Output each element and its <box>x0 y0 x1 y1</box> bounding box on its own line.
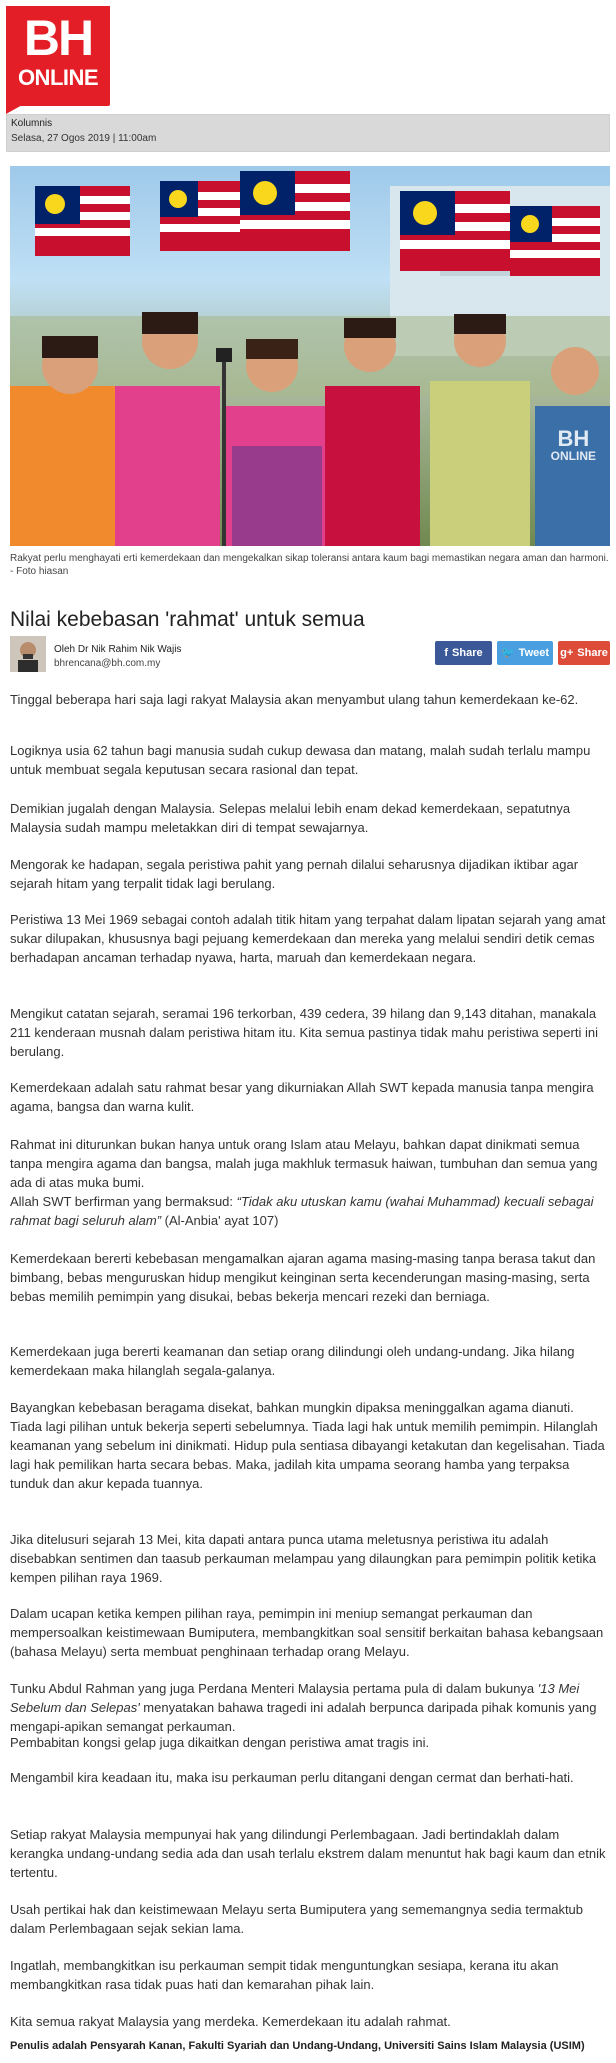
book-intro: Tunku Abdul Rahman yang juga Perdana Menteri Malaysia pertama pula di dalam bukunya <box>10 1681 538 1696</box>
logo-tail-decoration <box>6 104 24 114</box>
quote-intro: Allah SWT berfirman yang bermaksud: <box>10 1194 237 1209</box>
paragraph: Pembabitan kongsi gelap juga dikaitkan dengan peristiwa amat tragis ini. <box>10 1735 430 1750</box>
quote-text: “Tidak aku utuskan kamu (wahai Muhammad) kecuali sebagai rahmat bagi seluruh alam” <box>10 1194 594 1228</box>
author-avatar <box>10 636 46 672</box>
facebook-share-button[interactable] <box>435 641 492 665</box>
paragraph: Usah pertikai hak dan keistimewaan Melayu serta Bumiputera yang sememangnya sedia termaktub dalam Perlembagaan sejak sekian lama. <box>10 1902 584 1936</box>
google-plus-icon: g+ <box>560 647 574 659</box>
paragraph: Mengambil kira keadaan itu, maka isu perkauman perlu ditangani dengan cermat dan berhati-hati. <box>10 1770 574 1785</box>
twitter-share-label: Tweet <box>518 647 550 659</box>
paragraph: Mengorak ke hadapan, segala peristiwa pahit yang pernah dilalui seharusnya dijadikan iktibar agar sejarah hitam yang terpalit tidak lagi berulang. <box>10 857 579 891</box>
paragraph: Kemerdekaan adalah satu rahmat besar yang dikurniakan Allah SWT kepada manusia tanpa mengira agama, bangsa dan warna kulit. <box>10 1080 594 1114</box>
paragraph: Logiknya usia 62 tahun bagi manusia sudah cukup dewasa dan matang, malah sudah terlalu mampu untuk membuat segala keputusan secara rasional dan tepat. <box>10 743 591 777</box>
publish-datetime: Selasa, 27 Ogos 2019 | 11:00am <box>11 133 157 144</box>
paragraph: Tinggal beberapa hari saja lagi rakyat Malaysia akan menyambut ulang tahun kemerdekaan ke-62. <box>10 692 579 707</box>
paragraph: Kemerdekaan bererti kebebasan mengamalkan ajaran agama masing-masing tanpa berasa takut dan bimbang, bebas menguruskan hidup mengikut keinginan serta kecenderungan masing-masing, serta bebas memilih pemimpin yang disukai, bebas bekerja mencari rezeki dan berniaga. <box>10 1251 596 1304</box>
paragraph: Rahmat ini diturunkan bukan hanya untuk orang Islam atau Melayu, bahkan dapat dinikmati semua tanpa mengira agama dan bangsa, malah juga makhluk termasuk haiwan, tumbuhan dan semua yang ada di atas muka bumi. <box>10 1137 598 1190</box>
google-plus-share-button[interactable] <box>558 641 610 665</box>
author-email[interactable]: bhrencana@bh.com.my <box>54 658 161 669</box>
bh-online-logo[interactable] <box>6 6 110 106</box>
book-reference-paragraph <box>10 1679 608 1736</box>
paragraph: Ingatlah, membangkitkan isu perkauman sempit tidak menguntungkan sesiapa, kerana itu akan membangkitkan rasa tidak puas hati dan kemarahan pihak lain. <box>10 1958 559 1992</box>
paragraph: Bayangkan kebebasan beragama disekat, bahkan mungkin dipaksa meninggalkan agama dianuti. Tiada lagi pilihan untuk bekerja seperti sebelumnya. Tiada lagi hak untuk memilih pemimpin. Hilanglah keamanan yang sebelum ini dinikmati. Hidup pula sentiasa dibayangi ketakutan dan kegelisahan. Tiada lagi hak pemilikan harta secara bebas. Maka, jadilah kita umpama seorang hamba yang terpaksa tunduk dan akur kepada tuannya. <box>10 1400 605 1491</box>
paragraph: Jika ditelusuri sejarah 13 Mei, kita dapati antara punca utama meletusnya peristiwa itu adalah disebabkan sentimen dan taasub perkauman melampau yang dilaungkan para pemimpin politik ketika kempen pilihan raya 1969. <box>10 1532 597 1585</box>
logo-online-text: ONLINE <box>17 65 99 90</box>
author-name[interactable]: Oleh Dr Nik Rahim Nik Wajis <box>54 644 182 655</box>
watermark-online: ONLINE <box>550 449 596 463</box>
paragraph: Peristiwa 13 Mei 1969 sebagai contoh adalah titik hitam yang terpahat dalam lipatan sejarah yang amat sukar dilupakan, khususnya bagi pejuang kemerdekaan dan mereka yang melalui sendiri detik cemas berhadapan ancaman terhadap nyawa, harta, maruah dan kemerdekaan negara. <box>10 912 606 965</box>
book-title: '13 Mei Sebelum dan Selepas' <box>10 1681 580 1715</box>
paragraph: Dalam ucapan ketika kempen pilihan raya, pemimpin ini meniup semangat perkauman dan mempersoalkan keistimewaan Bumiputera, membangkitkan soal sensitif berkaitan bahasa kebangsaan (bahasa Melayu) serta membuat penghinaan terhadap orang Melayu. <box>10 1606 604 1659</box>
category-label[interactable]: Kolumnis <box>11 118 53 129</box>
article-title: Nilai kebebasan 'rahmat' untuk semua <box>10 608 365 631</box>
paragraph: Kemerdekaan juga bererti keamanan dan setiap orang dilindungi oleh undang-undang. Jika hilang kemerdekaan maka hilanglah segala-galanya. <box>10 1344 575 1378</box>
article-meta-bar <box>6 114 610 152</box>
paragraph: Kita semua rakyat Malaysia yang merdeka. Kemerdekaan itu adalah rahmat. <box>10 2014 451 2029</box>
quote-source: (Al-Anbia' ayat 107) <box>161 1213 279 1228</box>
hero-photo-illustration <box>10 166 610 546</box>
google-plus-share-label: Share <box>577 647 608 659</box>
author-avatar-image <box>10 636 46 672</box>
paragraph: Demikian jugalah dengan Malaysia. Selepas melalui lebih enam dekad kemerdekaan, sepatutnya Malaysia sudah mampu meletakkan diri di tempat sewajarnya. <box>10 801 571 835</box>
photo-caption: Rakyat perlu menghayati erti kemerdekaan dan mengekalkan sikap toleransi antara kaum bagi memastikan negara aman dan harmoni. - Foto hiasan <box>10 553 609 577</box>
paragraph: Setiap rakyat Malaysia mempunyai hak yang dilindungi Perlembagaan. Jadi bertindaklah dalam kerangka undang-undang sedia ada dan usah terlalu ekstrem dalam menuntut hak bagi kaum dan etnik tertentu. <box>10 1827 606 1880</box>
quran-quote-paragraph <box>10 1192 608 1230</box>
logo-bh-text: BH <box>23 10 93 66</box>
author-bio: Penulis adalah Pensyarah Kanan, Fakulti Syariah dan Undang-Undang, Universiti Sains Islam Malaysia (USIM) <box>10 2040 585 2052</box>
paragraph: Mengikut catatan sejarah, seramai 196 terkorban, 439 cedera, 39 hilang dan 9,143 ditahan, manakala 211 kenderaan musnah dalam peristiwa hitam itu. Kita semua pastinya tidak mahu peristiwa seperti ini berulang. <box>10 1006 598 1059</box>
twitter-share-button[interactable] <box>497 641 553 665</box>
twitter-icon: 🐦 <box>500 647 515 659</box>
facebook-icon: f <box>444 647 449 659</box>
book-statement: menyatakan bahawa tragedi ini adalah berpunca daripada pihak komunis yang mengapi-apikan semangat perkauman. <box>10 1700 597 1734</box>
photo-watermark <box>551 428 596 462</box>
hero-photo <box>10 166 610 546</box>
facebook-share-label: Share <box>452 647 483 659</box>
watermark-bh: BH <box>557 426 590 451</box>
